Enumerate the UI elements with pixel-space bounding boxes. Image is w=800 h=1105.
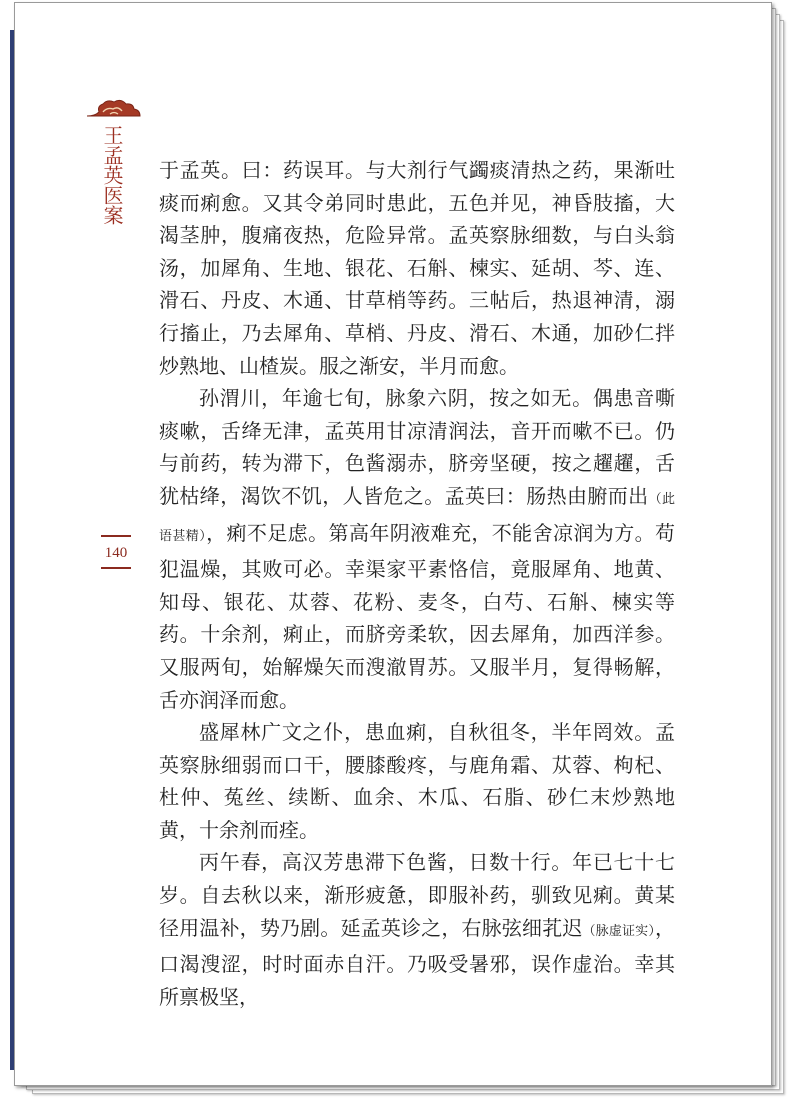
paragraph-4 (159, 846, 675, 1013)
paragraph-1: 于孟英。曰：药误耳。与大剂行气蠲痰清热之药，果渐吐痰而痢愈。又其令弟同时患此，五色并见，神昏肢搐，大渴茎肿，腹痛夜热，危险异常。孟英察脉细数，与白头翁汤，加犀角、生地、银花、石斛、楝实、延胡、芩、连、滑石、丹皮、木通、甘草梢等药。三帖后，热退神清，溺行搐止，乃去犀角、草梢、丹皮、滑石、木通，加砂仁拌炒熟地、山楂炭。服之渐安，半月而愈。 (159, 158, 675, 378)
book-title: 王孟英医案 (100, 125, 124, 225)
paragraph-2-text-b: ，痢不足虑。第高年阴液难充，不能舍凉润为方。苟犯温燥，其败可必。幸渠家平素恪信，竟服犀角、地黄、知母、银花、苁蓉、花粉、麦冬，白芍、石斛、楝实等药。十余剂，痢止，而脐旁柔软，因去犀角，加西洋参。又服两旬，始解燥矢而溲澈胃苏。又服半月，复得畅解，舌亦润泽而愈。 (159, 520, 675, 712)
page-number: 140 (104, 545, 128, 561)
paragraph-3: 盛犀林广文之仆，患血痢，自秋徂冬，半年罔效。孟英察脉细弱而口干，腰膝酸疼，与鹿角霜、苁蓉、枸杞、杜仲、菟丝、续断、血余、木瓜、石脂、砂仁末炒熟地黄，十余剂而痊。 (159, 720, 675, 842)
paragraph-4-text-a: 丙午春，高汉芳患滞下色酱，日数十行。年已七十七岁。自去秋以来，渐形疲惫，即服补药，驯致见痢。黄某径用温补，势乃剧。延孟英诊之，右脉弦细芤迟 (159, 850, 675, 940)
cloud-ornament-icon (85, 98, 143, 120)
page-number-rule-bottom (101, 567, 131, 569)
paragraph-2-note: （此语甚精） (159, 491, 675, 544)
body-text (159, 154, 675, 1013)
paragraph-2 (159, 382, 675, 716)
book-page (14, 2, 772, 1086)
paragraph-2-text-a: 孙渭川，年逾七旬，脉象六阴，按之如无。偶患音嘶痰嗽，舌绛无津，孟英用甘凉清润法，音开而嗽不已。仍与前药，转为滞下，色酱溺赤，脐旁坚硬，按之趯趯，舌犹枯绛，渴饮不饥，人皆危之。孟英曰：肠热由腑而出 (159, 386, 675, 508)
page-number-rule-top (101, 535, 131, 537)
paragraph-4-text-b: ，口渴溲涩，时时面赤自汗。乃吸受暑邪，误作虚治。幸其所禀极坚， (159, 915, 675, 1009)
paragraph-4-note: （脉虚证实） (582, 923, 655, 939)
